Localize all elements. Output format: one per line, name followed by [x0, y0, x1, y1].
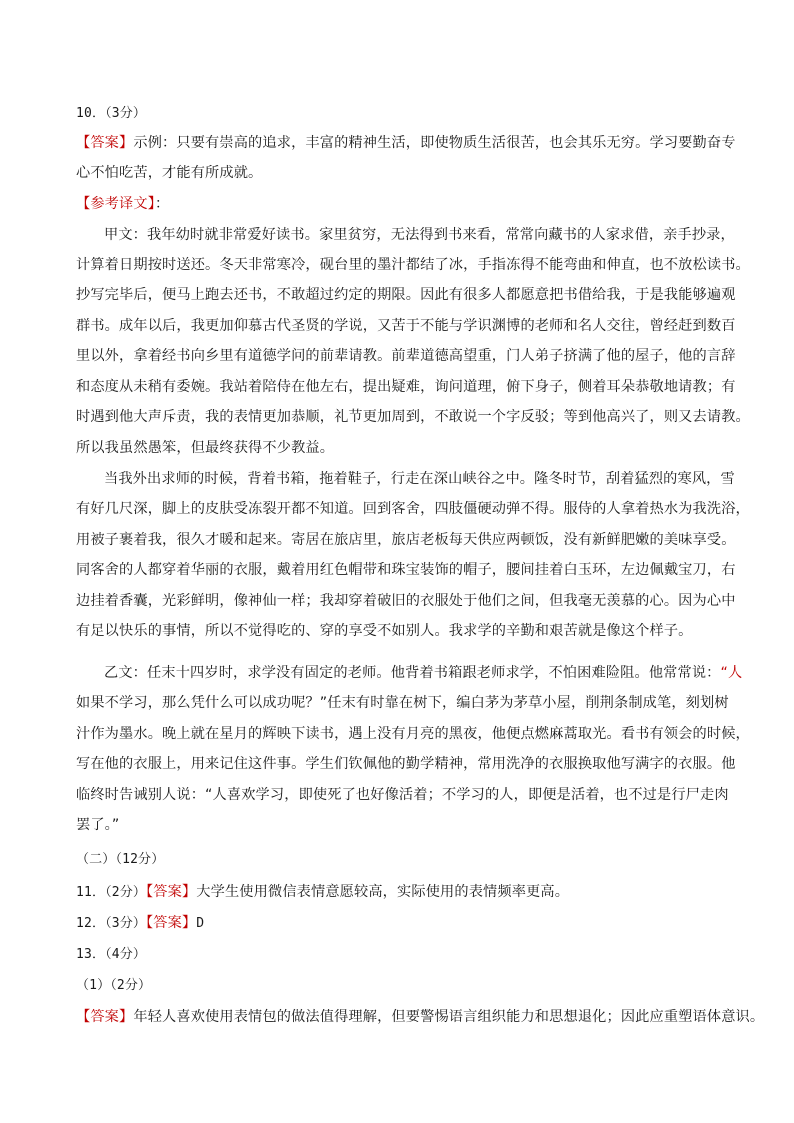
translation-tag: 【参考译文】	[76, 196, 155, 212]
text-a-line: 用被子裹着我，很久才暖和起来。寄居在旅店里，旅店老板每天供应两顿饭，没有新鲜肥嫩的美味享受。	[76, 532, 736, 548]
text-b-line: 临终时告诫别人说：“人喜欢学习，即使死了也好像活着；不学习的人，即便是活着，也不过是行尸走肉	[76, 787, 729, 803]
question-11-answer: 11．（2分）【答案】大学生使用微信表情意愿较高，实际使用的表情频率更高。	[76, 884, 570, 900]
text-a-line: 当我外出求师的时候，背着书箱，拖着鞋子，行走在深山峡谷之中。隆冬时节，刮着猛烈的寒风，雪	[104, 471, 735, 487]
text-a-line: 有足以快乐的事情，所以不觉得吃的、穿的享受不如别人。我求学的辛勤和艰苦就是像这个样子。	[76, 623, 693, 639]
answer-tag: 【答案】	[146, 915, 197, 931]
question-13-heading: 13．（4分）	[76, 947, 147, 962]
text-a-line: 时遇到他大声斥责，我的表情更加恭顺，礼节更加周到，不敢说一个字反驳；等到他高兴了，则又去请教。	[76, 409, 750, 425]
question-13-part-1-heading: （1）（2分）	[76, 978, 152, 993]
text-a-line: 计算着日期按时送还。冬天非常寒冷，砚台里的墨汁都结了冰，手指冻得不能弯曲和伸直，也不放松读书。	[76, 257, 750, 273]
text-a-line: 抄写完毕后，便马上跑去还书，不敢超过约定的期限。因此有很多人都愿意把书借给我，于是我能够遍观	[76, 287, 736, 303]
reference-translation-heading: 【参考译文】：	[76, 196, 170, 212]
answer-10-line-1: 【答案】示例：只要有崇高的追求，丰富的精神生活，即使物质生活很苦，也会其乐无穷。学习要勤奋专	[76, 135, 736, 151]
text-b-line: 写在他的衣服上，用来记住这件事。学生们钦佩他的勤学精神，常用洗净的衣服换取他写满字的衣服。他	[76, 756, 736, 772]
answer-10-line-2: 心不怕吃苦，才能有所成就。	[76, 165, 263, 181]
text-a-line: 甲文：我年幼时就非常爱好读书。家里贫穷，无法得到书来看，常常向藏书的人家求借，亲手抄录，	[104, 227, 735, 243]
text-a-line: 所以我虽然愚笨，但最终获得不少教益。	[76, 440, 335, 456]
text-a-line: 有好几尺深，脚上的皮肤受冻裂开都不知道。回到客舍，四肢僵硬动弹不得。服侍的人拿着热水为我洗浴，	[76, 501, 750, 517]
text-b-line: 乙文：任末十四岁时，求学没有固定的老师。他背着书箱跟老师求学，不怕困难险阻。他常常说：“人	[104, 665, 743, 681]
answer-tag: 【答案】	[76, 1009, 134, 1025]
text-b-line: 汁作为墨水。晚上就在星月的辉映下读书，遇上没有月亮的黑夜，他便点燃麻蒿取光。看书有领会的时候，	[76, 726, 750, 742]
text-a-line: 群书。成年以后，我更加仰慕古代圣贤的学说，又苦于不能与学识渊博的老师和名人交往，曾经赶到数百	[76, 318, 736, 334]
question-13-part-1-answer: 【答案】年轻人喜欢使用表情包的做法值得理解，但要警惕语言组织能力和思想退化；因此应重塑语体意识。	[76, 1009, 765, 1025]
question-10-heading: 10．（3分）	[76, 106, 147, 121]
answer-tag: 【答案】	[146, 884, 197, 900]
text-a-line: 里以外，拿着经书向乡里有道德学问的前辈请教。前辈道德高望重，门人弟子挤满了他的屋子，他的言辞	[76, 348, 736, 364]
text-a-line: 和态度从未稍有委婉。我站着陪侍在他左右，提出疑难，询问道理，俯下身子，侧着耳朵恭敬地请教；有	[76, 379, 736, 395]
answer-tag: 【答案】	[76, 135, 134, 151]
section-2-heading: （二）（12分）	[76, 852, 165, 867]
question-12-answer: 12．（3分）【答案】D	[76, 915, 205, 931]
text-a-line: 边挂着香囊，光彩鲜明，像神仙一样；我却穿着破旧的衣服处于他们之间，但我毫无羡慕的心。因为心中	[76, 593, 736, 609]
text-b-line: 罢了。”	[76, 817, 120, 833]
text-b-line: 如果不学习，那么凭什么可以成功呢？”任末有时靠在树下，编白茅为茅草小屋，削荆条制成笔，刻划树	[76, 695, 729, 711]
text-a-line: 同客舍的人都穿着华丽的衣服，戴着用红色帽带和珠宝装饰的帽子，腰间挂着白玉环，左边佩戴宝刀，右	[76, 562, 736, 578]
